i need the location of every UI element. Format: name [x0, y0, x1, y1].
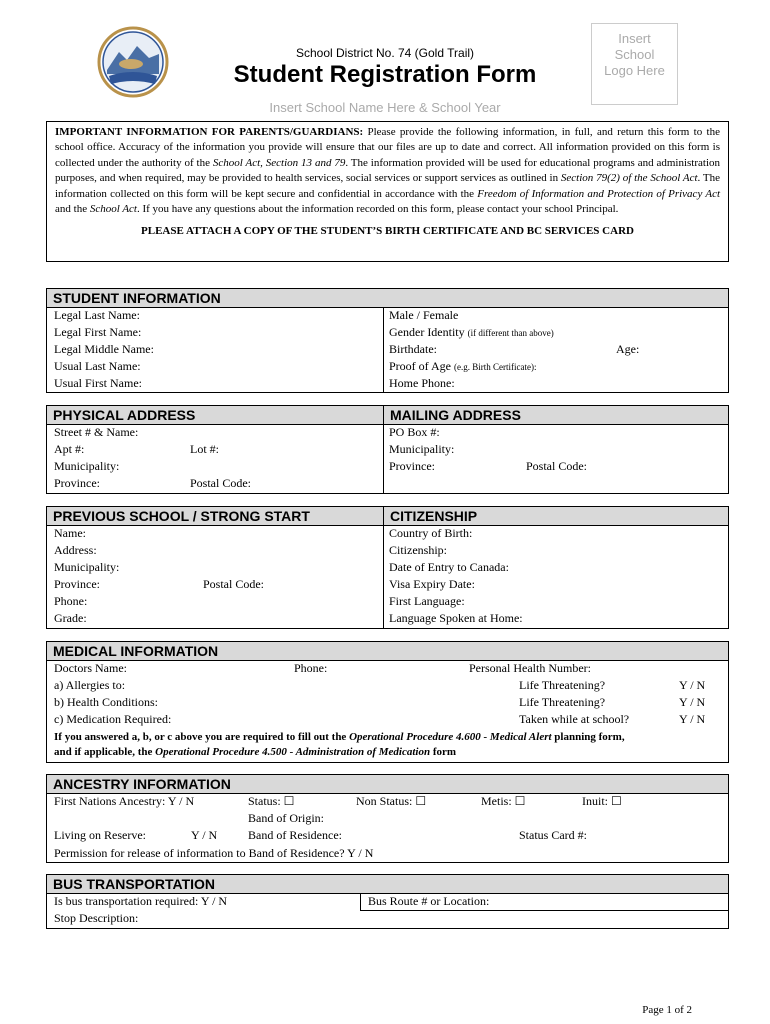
visa-expiry-field[interactable]: Visa Expiry Date: [389, 577, 475, 591]
doctor-name-field[interactable]: Doctors Name: [54, 661, 127, 675]
bus-required-field[interactable]: Is bus transportation required: Y / N [54, 894, 228, 908]
student-information-header: STUDENT INFORMATION [46, 288, 729, 308]
citizenship-field[interactable]: Citizenship: [389, 543, 447, 557]
conditions-life-threatening-yn[interactable]: Y / N [679, 695, 706, 709]
taken-at-school-yn[interactable]: Y / N [679, 712, 706, 726]
apt-field[interactable]: Apt #: [54, 442, 85, 456]
important-information-text: IMPORTANT INFORMATION FOR PARENTS/GUARDIANS: Please provide the following information, in full, and return this form to the school office. Accuracy of the information you provide will ensure that our files are up to date and correct. All information provided on this form is collected under the authority of the School Act, Section 13 and 79. The information provided will be used for educational programs and administration purposes, and when required, may be provided to health services, social services or support services as outlined in Section 79(2) of the School Act. The information collected on this form will be kept secure and confidential in accordance with the Freedom of Information and Protection of Privacy Act and the School Act. If you have any questions about the information recorded on this form, please contact your school Principal. [55, 126, 721, 216]
previous-school-municipality-field[interactable]: Municipality: [54, 560, 120, 574]
medical-information-header: MEDICAL INFORMATION [46, 641, 729, 661]
citizenship-header: CITIZENSHIP [383, 506, 729, 526]
health-conditions-field[interactable]: b) Health Conditions: [54, 695, 158, 709]
allergies-field[interactable]: a) Allergies to: [54, 678, 126, 692]
allergies-life-threatening-label: Life Threatening? [519, 678, 606, 692]
street-field[interactable]: Street # & Name: [54, 425, 139, 439]
school-district-logo [97, 22, 169, 102]
legal-first-name-field[interactable]: Legal First Name: [54, 325, 142, 339]
date-of-entry-field[interactable]: Date of Entry to Canada: [389, 560, 509, 574]
age-field[interactable]: Age: [616, 342, 640, 356]
stop-description-field[interactable]: Stop Description: [54, 911, 139, 925]
logo-placeholder-box [591, 23, 678, 105]
logo-placeholder-line: School [614, 47, 655, 62]
previous-school-name-field[interactable]: Name: [54, 526, 86, 540]
lot-field[interactable]: Lot #: [190, 442, 219, 456]
physical-postal-code-field[interactable]: Postal Code: [190, 476, 252, 490]
medication-required-field[interactable]: c) Medication Required: [54, 712, 172, 726]
address-section [46, 424, 729, 494]
school-name-placeholder: Insert School Name Here & School Year [269, 100, 501, 115]
ancestry-information-header: ANCESTRY INFORMATION [46, 774, 729, 794]
country-of-birth-field[interactable]: Country of Birth: [389, 526, 473, 540]
bus-route-field[interactable]: Bus Route # or Location: [368, 894, 490, 908]
physical-province-field[interactable]: Province: [54, 476, 100, 490]
gender-field[interactable]: Male / Female [389, 308, 459, 322]
logo-placeholder-line: Insert [618, 31, 651, 46]
band-permission-field[interactable]: Permission for release of information to Band of Residence? Y / N [54, 846, 374, 860]
living-on-reserve-yn[interactable]: Y / N [191, 828, 218, 842]
medical-procedure-note-line2: and if applicable, the Operational Procedure 4.500 - Administration of Medication form [54, 746, 457, 758]
legal-last-name-field[interactable]: Legal Last Name: [54, 308, 140, 322]
bus-transportation-header: BUS TRANSPORTATION [46, 874, 729, 894]
personal-health-number-field[interactable]: Personal Health Number: [469, 661, 591, 675]
logo-placeholder-line: Logo Here [604, 63, 665, 78]
usual-last-name-field[interactable]: Usual Last Name: [54, 359, 141, 373]
non-status-checkbox[interactable]: Non Status: ☐ [356, 794, 427, 808]
first-nations-ancestry-field[interactable]: First Nations Ancestry: Y / N [54, 794, 195, 808]
physical-municipality-field[interactable]: Municipality: [54, 459, 120, 473]
first-language-field[interactable]: First Language: [389, 594, 465, 608]
taken-at-school-label: Taken while at school? [519, 712, 630, 726]
medical-procedure-note-line1: If you answered a, b, or c above you are required to fill out the Operational Procedure 4.600 - Medical Alert planning form, [54, 731, 625, 743]
po-box-field[interactable]: PO Box #: [389, 425, 440, 439]
district-name: School District No. 74 (Gold Trail) [295, 46, 475, 60]
attach-documents-notice: PLEASE ATTACH A COPY OF THE STUDENT’S BIRTH CERTIFICATE AND BC SERVICES CARD [141, 225, 634, 238]
conditions-life-threatening-label: Life Threatening? [519, 695, 606, 709]
doctor-phone-field[interactable]: Phone: [294, 661, 328, 675]
previous-school-postal-code-field[interactable]: Postal Code: [203, 577, 265, 591]
usual-first-name-field[interactable]: Usual First Name: [54, 376, 142, 390]
mailing-address-header: MAILING ADDRESS [383, 405, 729, 425]
mailing-municipality-field[interactable]: Municipality: [389, 442, 455, 456]
previous-school-header: PREVIOUS SCHOOL / STRONG START [46, 506, 384, 526]
inuit-checkbox[interactable]: Inuit: ☐ [582, 794, 622, 808]
band-of-origin-field[interactable]: Band of Origin: [248, 811, 324, 825]
previous-school-province-field[interactable]: Province: [54, 577, 100, 591]
previous-school-grade-field[interactable]: Grade: [54, 611, 87, 625]
home-phone-field[interactable]: Home Phone: [389, 376, 455, 390]
important-information-box [46, 121, 729, 262]
legal-middle-name-field[interactable]: Legal Middle Name: [54, 342, 154, 356]
proof-of-age-field[interactable]: Proof of Age (e.g. Birth Certificate): [389, 359, 537, 373]
allergies-life-threatening-yn[interactable]: Y / N [679, 678, 706, 692]
mailing-postal-code-field[interactable]: Postal Code: [526, 459, 588, 473]
previous-school-address-field[interactable]: Address: [54, 543, 97, 557]
status-checkbox[interactable]: Status: ☐ [248, 794, 295, 808]
form-title: Student Registration Form [233, 61, 537, 88]
band-of-residence-field[interactable]: Band of Residence: [248, 828, 342, 842]
physical-address-header: PHYSICAL ADDRESS [46, 405, 384, 425]
previous-school-phone-field[interactable]: Phone: [54, 594, 88, 608]
living-on-reserve-label: Living on Reserve: [54, 828, 146, 842]
home-language-field[interactable]: Language Spoken at Home: [389, 611, 523, 625]
previous-school-citizenship-section [46, 525, 729, 629]
page-number: Page 1 of 2 [642, 1004, 692, 1016]
mailing-province-field[interactable]: Province: [389, 459, 435, 473]
status-card-field[interactable]: Status Card #: [519, 828, 587, 842]
birthdate-field[interactable]: Birthdate: [389, 342, 437, 356]
gender-identity-field[interactable]: Gender Identity (if different than above) [389, 325, 554, 339]
metis-checkbox[interactable]: Metis: ☐ [481, 794, 526, 808]
